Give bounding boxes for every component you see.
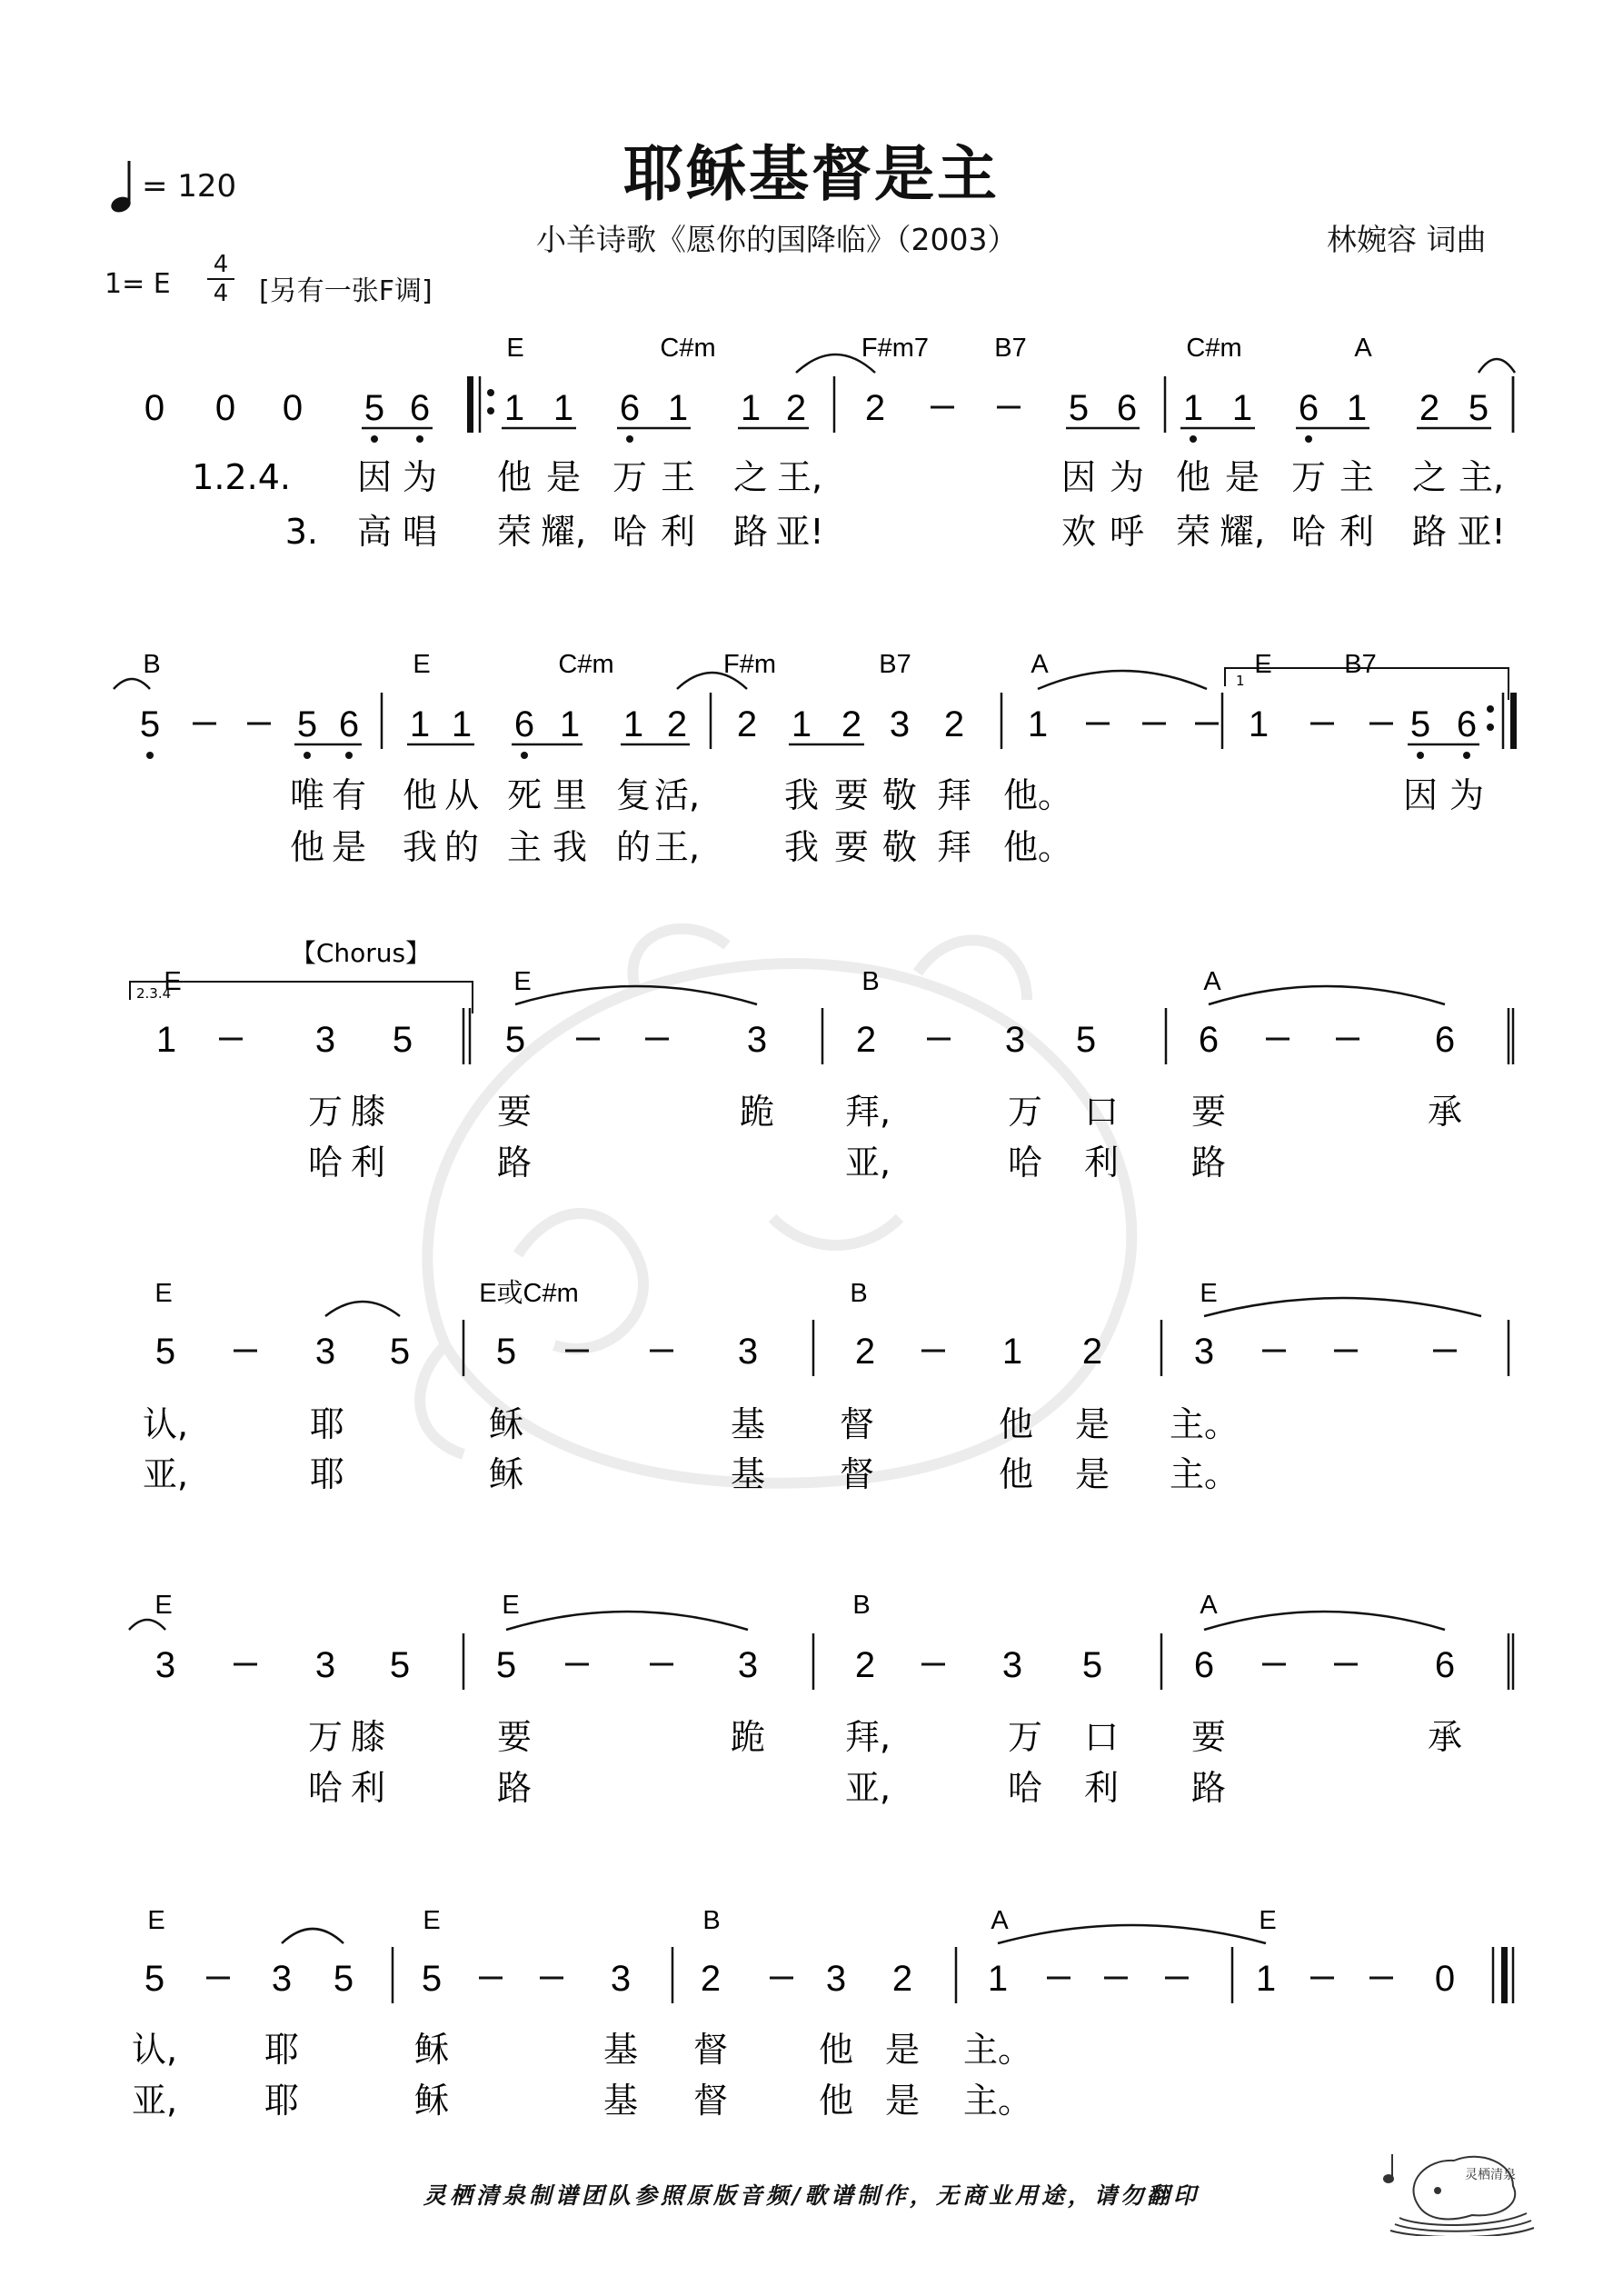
chord-symbol: E bbox=[506, 334, 524, 363]
note-number: 3 bbox=[889, 704, 911, 744]
time-signature-top: 4 bbox=[213, 251, 229, 278]
note-number: 2 bbox=[1081, 1332, 1103, 1372]
repeat-end-barline bbox=[1510, 693, 1517, 749]
tie-slur bbox=[129, 1620, 165, 1630]
note-number: 3 bbox=[746, 1020, 768, 1060]
tie-slur bbox=[1038, 671, 1207, 689]
chord-symbol: F#m bbox=[723, 650, 776, 679]
low-octave-dot bbox=[1417, 752, 1424, 759]
song-subtitle: 小羊诗歌《愿你的国降临》（2003） bbox=[536, 222, 1018, 257]
note-number: 3 bbox=[610, 1959, 632, 1999]
chord-symbol: A bbox=[1354, 334, 1372, 363]
repeat-start-barline bbox=[467, 376, 473, 433]
note-number: 1 bbox=[451, 704, 473, 744]
chord-symbol: B bbox=[861, 967, 880, 996]
chord-symbol: A bbox=[991, 1906, 1009, 1935]
lyric-char: 万 bbox=[307, 1717, 344, 1757]
note-number: 1 bbox=[559, 704, 581, 744]
chord-symbol: C#m bbox=[1186, 334, 1242, 363]
lyric-char: 要 bbox=[496, 1717, 533, 1757]
lyric-char: 承 bbox=[1427, 1717, 1463, 1757]
note-number: 2 bbox=[854, 1332, 876, 1372]
lyric-char: 基 bbox=[602, 2030, 639, 2070]
note-number: 5 bbox=[144, 1959, 165, 1999]
lyric-char: 敬 bbox=[881, 827, 918, 867]
note-number: 3 bbox=[314, 1020, 336, 1060]
note-number: 5 bbox=[1075, 1020, 1097, 1060]
lyric-char: 拜, bbox=[844, 1092, 891, 1132]
lyric-char: 他。 bbox=[1002, 827, 1073, 867]
tempo-value: = 120 bbox=[142, 168, 237, 205]
note-number: 1 bbox=[1346, 388, 1368, 428]
lyric-char: 要 bbox=[833, 775, 870, 815]
lyric-char: 基 bbox=[730, 1454, 766, 1494]
lyric-char: 主 bbox=[506, 827, 543, 867]
lyric-char: 是 bbox=[331, 827, 367, 867]
lyric-char: 的 bbox=[443, 827, 480, 867]
lyric-char: 他 bbox=[1175, 457, 1211, 497]
lyric-char: 稣 bbox=[488, 1404, 524, 1444]
chord-symbol: E bbox=[513, 967, 532, 996]
lyric-char: 主 bbox=[1339, 457, 1375, 497]
note-number: 1 bbox=[503, 388, 525, 428]
low-octave-dot bbox=[416, 435, 423, 443]
alternate-key-note: [另有一张F调] bbox=[259, 275, 433, 307]
note-number: 1 bbox=[987, 1959, 1009, 1999]
lyric-char: 的 bbox=[615, 827, 652, 867]
volta-1-number: 1 bbox=[1236, 673, 1245, 689]
chord-symbol: A bbox=[1200, 1591, 1218, 1620]
tie-slur bbox=[114, 679, 150, 689]
note-number: 6 bbox=[1298, 388, 1319, 428]
lyric-char: 他 bbox=[818, 2030, 854, 2070]
lyric-char: 他。 bbox=[1002, 775, 1073, 815]
note-number: 2 bbox=[891, 1959, 913, 1999]
lyric-char: 呼 bbox=[1109, 512, 1145, 552]
repeat-dots bbox=[487, 407, 494, 414]
lyric-char: 是 bbox=[1074, 1404, 1110, 1444]
lyric-char: 主。 bbox=[1169, 1454, 1240, 1494]
tie-slur bbox=[998, 1925, 1266, 1943]
tie-slur bbox=[1209, 986, 1445, 1004]
note-number: 5 bbox=[495, 1332, 517, 1372]
note-number: 2 bbox=[736, 704, 758, 744]
note-number: 1 bbox=[553, 388, 574, 428]
lyric-char: 哈 bbox=[307, 1768, 344, 1808]
key-signature: 1= E bbox=[105, 268, 171, 300]
note-number: 5 bbox=[333, 1959, 354, 1999]
low-octave-dot bbox=[304, 752, 311, 759]
low-octave-dot bbox=[371, 435, 378, 443]
lyric-char: 是 bbox=[1224, 457, 1260, 497]
lyric-char: 口 bbox=[1083, 1092, 1120, 1132]
lyric-char: 我 bbox=[402, 827, 438, 867]
lyric-char: 万 bbox=[1290, 457, 1327, 497]
lyric-char: 为 bbox=[1449, 775, 1485, 815]
tie-slur bbox=[515, 986, 757, 1004]
lyric-char: 拜 bbox=[936, 827, 972, 867]
lyric-char: 认, bbox=[142, 1404, 189, 1444]
volta-2-number: 2.3.4 bbox=[136, 985, 172, 1002]
note-number: 5 bbox=[495, 1645, 517, 1685]
lyric-char: 高 bbox=[356, 512, 393, 552]
note-number: 5 bbox=[1409, 704, 1431, 744]
lyric-char: 我 bbox=[783, 775, 820, 815]
chord-symbol: A bbox=[1031, 650, 1049, 679]
lyric-char: 亚! bbox=[1457, 512, 1506, 552]
note-number: 1 bbox=[155, 1020, 177, 1060]
note-number: 1 bbox=[791, 704, 812, 744]
chord-symbol: E bbox=[1254, 650, 1272, 679]
note-number: 3 bbox=[1193, 1332, 1215, 1372]
lyric-char: 耀, bbox=[1219, 512, 1266, 552]
lyric-char: 路 bbox=[1411, 512, 1448, 552]
lyric-char: 里 bbox=[552, 775, 588, 815]
lyric-char: 利 bbox=[1083, 1768, 1120, 1808]
tie-slur bbox=[1204, 1612, 1445, 1630]
note-number: 5 bbox=[154, 1332, 176, 1372]
lyric-char: 哈 bbox=[1007, 1768, 1043, 1808]
note-number: 5 bbox=[392, 1020, 413, 1060]
lyric-char: 稣 bbox=[488, 1454, 524, 1494]
note-number: 6 bbox=[513, 704, 535, 744]
lyric-char: 哈 bbox=[1290, 512, 1327, 552]
note-number: 3 bbox=[1004, 1020, 1026, 1060]
chorus-label: 【Chorus】 bbox=[290, 938, 432, 968]
lyric-char: 路 bbox=[1190, 1143, 1227, 1183]
note-number: 5 bbox=[504, 1020, 526, 1060]
lyric-char: 王 bbox=[660, 457, 696, 497]
note-number: 5 bbox=[421, 1959, 443, 1999]
lyric-char: 因 bbox=[1060, 457, 1097, 497]
lyric-char: 有 bbox=[331, 775, 367, 815]
lyric-char: 基 bbox=[602, 2081, 639, 2121]
low-octave-dot bbox=[146, 752, 154, 759]
chord-symbol: A bbox=[1203, 967, 1221, 996]
note-number: 5 bbox=[296, 704, 318, 744]
lyric-char: 为 bbox=[402, 457, 438, 497]
verse-number: 3. bbox=[284, 512, 318, 552]
note-number: 3 bbox=[314, 1645, 336, 1685]
lyric-char: 路 bbox=[496, 1143, 533, 1183]
lyric-char: 活, bbox=[653, 775, 701, 815]
note-number: 0 bbox=[282, 388, 304, 428]
lyric-char: 他 bbox=[402, 775, 438, 815]
note-number: 1 bbox=[622, 704, 644, 744]
note-number: 6 bbox=[1193, 1645, 1215, 1685]
lyric-char: 因 bbox=[1402, 775, 1439, 815]
lyric-char: 我 bbox=[783, 827, 820, 867]
low-octave-dot bbox=[1305, 435, 1312, 443]
time-signature-bottom: 4 bbox=[213, 280, 229, 307]
lyric-char: 督 bbox=[839, 1454, 875, 1494]
chord-symbol: B bbox=[702, 1906, 721, 1935]
lyric-char: 万 bbox=[1007, 1717, 1043, 1757]
lyric-char: 亚, bbox=[131, 2081, 178, 2121]
lyric-char: 荣 bbox=[1175, 512, 1211, 552]
chord-symbol: E bbox=[413, 650, 431, 679]
lyric-char: 利 bbox=[350, 1768, 386, 1808]
low-octave-dot bbox=[345, 752, 353, 759]
chord-symbol: B bbox=[850, 1279, 868, 1308]
note-number: 0 bbox=[1434, 1959, 1456, 1999]
chord-symbol: B7 bbox=[879, 650, 911, 679]
note-number: 6 bbox=[1198, 1020, 1220, 1060]
note-number: 2 bbox=[700, 1959, 722, 1999]
note-number: 2 bbox=[841, 704, 862, 744]
note-number: 2 bbox=[785, 388, 807, 428]
note-number: 5 bbox=[1468, 388, 1489, 428]
lyric-char: 荣 bbox=[496, 512, 533, 552]
lyric-char: 是 bbox=[884, 2030, 921, 2070]
lyric-char: 是 bbox=[884, 2081, 921, 2121]
lyric-char: 口 bbox=[1083, 1717, 1120, 1757]
chord-symbol: C#m bbox=[660, 334, 716, 363]
chord-symbol: E bbox=[1200, 1279, 1218, 1308]
lyric-char: 拜, bbox=[844, 1717, 891, 1757]
note-number: 5 bbox=[1068, 388, 1090, 428]
low-octave-dot bbox=[1190, 435, 1197, 443]
note-number: 0 bbox=[214, 388, 236, 428]
chord-symbol: B7 bbox=[1344, 650, 1377, 679]
lyric-char: 要 bbox=[833, 827, 870, 867]
lyric-char: 利 bbox=[350, 1143, 386, 1183]
lyric-char: 认, bbox=[131, 2030, 178, 2070]
lyric-char: 膝 bbox=[350, 1717, 386, 1757]
lyric-char: 哈 bbox=[1007, 1143, 1043, 1183]
lyric-char: 是 bbox=[1074, 1454, 1110, 1494]
note-number: 5 bbox=[1081, 1645, 1103, 1685]
note-number: 3 bbox=[314, 1332, 336, 1372]
lyric-char: 跪 bbox=[739, 1092, 775, 1132]
note-number: 6 bbox=[619, 388, 641, 428]
chord-symbol: B bbox=[852, 1591, 871, 1620]
chord-symbol: F#m7 bbox=[861, 334, 930, 363]
lyric-char: 亚, bbox=[844, 1768, 891, 1808]
note-number: 5 bbox=[139, 704, 161, 744]
note-number: 1 bbox=[1248, 704, 1270, 744]
note-number: 6 bbox=[338, 704, 360, 744]
final-thick-barline bbox=[1501, 1947, 1508, 2003]
note-number: 6 bbox=[1434, 1020, 1456, 1060]
note-number: 2 bbox=[943, 704, 965, 744]
chord-symbol: E bbox=[502, 1591, 520, 1620]
note-number: 1 bbox=[740, 388, 762, 428]
note-number: 1 bbox=[1027, 704, 1049, 744]
chord-symbol: B bbox=[143, 650, 161, 679]
lyric-char: 万 bbox=[307, 1092, 344, 1132]
lyric-char: 基 bbox=[730, 1404, 766, 1444]
lyric-char: 之 bbox=[1411, 457, 1448, 497]
lyric-char: 他 bbox=[998, 1454, 1034, 1494]
note-number: 1 bbox=[409, 704, 431, 744]
note-number: 3 bbox=[737, 1645, 759, 1685]
lyric-char: 他 bbox=[818, 2081, 854, 2121]
note-number: 1 bbox=[1231, 388, 1253, 428]
lyric-char: 主。 bbox=[962, 2030, 1033, 2070]
chord-symbol: E bbox=[164, 967, 182, 996]
note-number: 2 bbox=[1419, 388, 1440, 428]
lyric-char: 王, bbox=[653, 827, 701, 867]
lyric-char: 他 bbox=[998, 1404, 1034, 1444]
lyric-char: 为 bbox=[1109, 457, 1145, 497]
lyric-char: 拜 bbox=[936, 775, 972, 815]
verse-number: 1.2.4. bbox=[192, 457, 291, 497]
lyric-char: 督 bbox=[692, 2030, 729, 2070]
lyric-char: 耶 bbox=[264, 2030, 300, 2070]
lyric-char: 督 bbox=[839, 1404, 875, 1444]
lyric-char: 利 bbox=[1339, 512, 1375, 552]
lyric-char: 哈 bbox=[307, 1143, 344, 1183]
lyric-char: 万 bbox=[612, 457, 648, 497]
note-number: 6 bbox=[409, 388, 431, 428]
lyric-char: 之 bbox=[732, 457, 769, 497]
chord-symbol: E bbox=[1259, 1906, 1277, 1935]
lyric-char: 要 bbox=[1190, 1717, 1227, 1757]
logo-text: 灵栖清泉 bbox=[1465, 2168, 1516, 2182]
note-number: 6 bbox=[1434, 1645, 1456, 1685]
lyric-char: 稣 bbox=[413, 2081, 450, 2121]
lyric-char: 王, bbox=[776, 457, 823, 497]
lyric-char: 耀, bbox=[540, 512, 587, 552]
lyric-char: 承 bbox=[1427, 1092, 1463, 1132]
lyric-char: 是 bbox=[545, 457, 582, 497]
chord-symbol: E bbox=[154, 1279, 173, 1308]
lyric-char: 从 bbox=[443, 775, 480, 815]
lyric-char: 利 bbox=[660, 512, 696, 552]
note-number: 2 bbox=[854, 1645, 876, 1685]
lyric-char: 敬 bbox=[881, 775, 918, 815]
note-number: 2 bbox=[666, 704, 688, 744]
lyric-char: 利 bbox=[1083, 1143, 1120, 1183]
chord-symbol: C#m bbox=[558, 650, 614, 679]
lyric-char: 要 bbox=[496, 1092, 533, 1132]
note-number: 5 bbox=[389, 1332, 411, 1372]
lyric-char: 要 bbox=[1190, 1092, 1227, 1132]
repeat-dots bbox=[1487, 705, 1494, 713]
tie-slur bbox=[325, 1302, 400, 1316]
note-number: 3 bbox=[154, 1645, 176, 1685]
lyric-char: 膝 bbox=[350, 1092, 386, 1132]
note-number: 3 bbox=[737, 1332, 759, 1372]
lyric-char: 耶 bbox=[309, 1454, 345, 1494]
lyric-char: 耶 bbox=[264, 2081, 300, 2121]
tie-slur bbox=[506, 1612, 748, 1630]
lyric-char: 因 bbox=[356, 457, 393, 497]
tie-slur bbox=[282, 1929, 344, 1943]
lyric-char: 亚! bbox=[775, 512, 824, 552]
lyric-char: 督 bbox=[692, 2081, 729, 2121]
chord-symbol: E bbox=[147, 1906, 165, 1935]
note-number: 6 bbox=[1456, 704, 1478, 744]
lyric-char: 路 bbox=[732, 512, 769, 552]
chord-symbol: E或C#m bbox=[479, 1279, 579, 1308]
note-number: 3 bbox=[825, 1959, 847, 1999]
footer-notice: 灵栖清泉制谱团队参照原版音频/歌谱制作，无商业用途，请勿翻印 bbox=[423, 2182, 1200, 2209]
lyric-char: 亚, bbox=[844, 1143, 891, 1183]
note-number: 6 bbox=[1116, 388, 1138, 428]
lyric-char: 万 bbox=[1007, 1092, 1043, 1132]
low-octave-dot bbox=[1463, 752, 1470, 759]
lyric-char: 唱 bbox=[402, 512, 438, 552]
lyric-char: 路 bbox=[1190, 1768, 1227, 1808]
tie-slur bbox=[1479, 359, 1515, 373]
lyric-char: 亚, bbox=[142, 1454, 189, 1494]
chord-symbol: E bbox=[423, 1906, 441, 1935]
note-number: 2 bbox=[864, 388, 886, 428]
lyric-char: 他 bbox=[289, 827, 325, 867]
lyric-char: 哈 bbox=[612, 512, 648, 552]
lyric-char: 主。 bbox=[1169, 1404, 1240, 1444]
note-number: 1 bbox=[1255, 1959, 1277, 1999]
lyric-char: 稣 bbox=[413, 2030, 450, 2070]
lyric-char: 耶 bbox=[309, 1404, 345, 1444]
lyric-char: 死 bbox=[506, 775, 543, 815]
lyric-char: 他 bbox=[496, 457, 533, 497]
tie-slur bbox=[1204, 1298, 1481, 1316]
note-number: 1 bbox=[667, 388, 689, 428]
sheep-logo-icon bbox=[1381, 2141, 1536, 2236]
chord-symbol: B7 bbox=[994, 334, 1027, 363]
composer-credit: 林婉容 词曲 bbox=[1327, 222, 1487, 257]
note-number: 3 bbox=[1001, 1645, 1023, 1685]
lyric-char: 主。 bbox=[962, 2081, 1033, 2121]
lyric-char: 复 bbox=[615, 775, 652, 815]
lyric-char: 路 bbox=[496, 1768, 533, 1808]
note-number: 5 bbox=[363, 388, 385, 428]
note-number: 2 bbox=[855, 1020, 877, 1060]
note-number: 5 bbox=[389, 1645, 411, 1685]
low-octave-dot bbox=[521, 752, 528, 759]
repeat-dots bbox=[1487, 724, 1494, 731]
lyric-char: 我 bbox=[552, 827, 588, 867]
lyric-char: 跪 bbox=[730, 1717, 766, 1757]
chord-symbol: E bbox=[154, 1591, 173, 1620]
note-number: 1 bbox=[1001, 1332, 1023, 1372]
note-number: 0 bbox=[144, 388, 165, 428]
song-title: 耶稣基督是主 bbox=[623, 139, 1000, 209]
note-number: 3 bbox=[271, 1959, 293, 1999]
lyric-char: 主, bbox=[1458, 457, 1505, 497]
note-number: 1 bbox=[1182, 388, 1204, 428]
low-octave-dot bbox=[626, 435, 633, 443]
lyric-char: 欢 bbox=[1060, 512, 1097, 552]
repeat-dots bbox=[487, 389, 494, 396]
lyric-char: 唯 bbox=[289, 775, 325, 815]
